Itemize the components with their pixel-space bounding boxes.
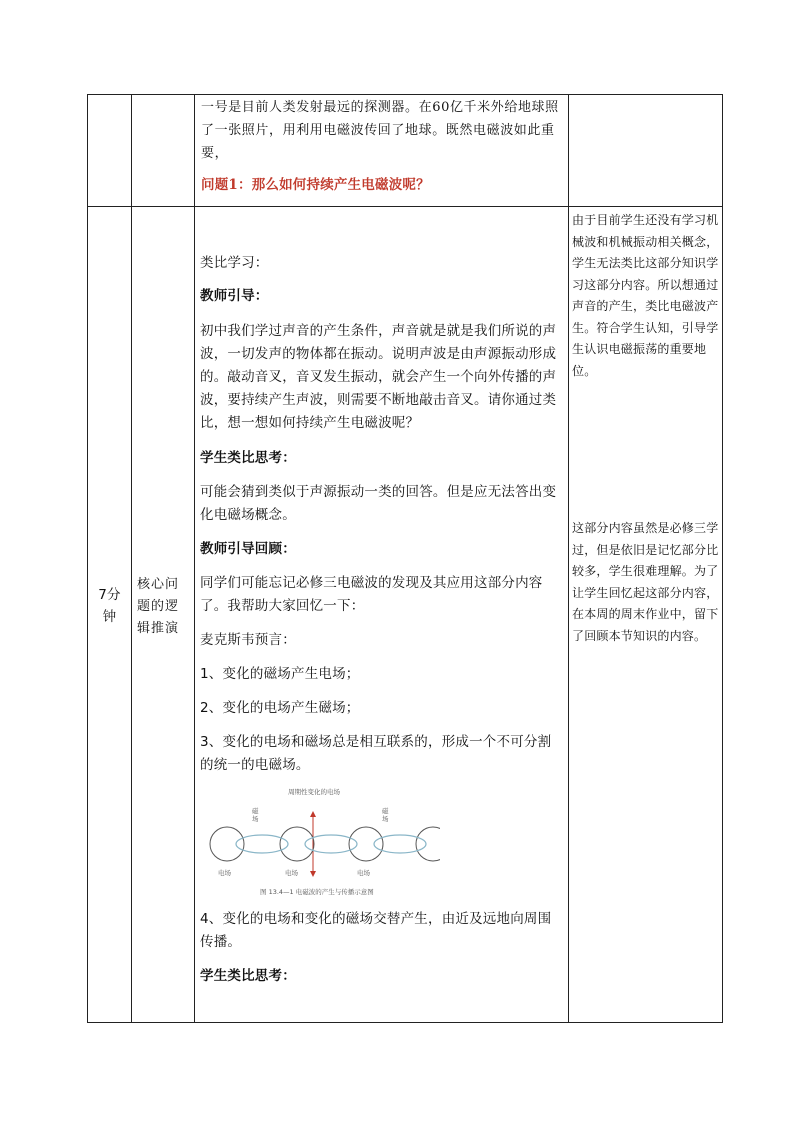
electric-field-loop: [210, 827, 244, 861]
row2-content-cell: [200, 252, 564, 988]
figure-top-label: 周期性变化的电场: [288, 788, 340, 796]
table-col-divider: [194, 94, 195, 1023]
question-1: 问题1：那么如何持续产生电磁波呢？: [201, 177, 430, 193]
figure-caption: 图 13.4—1 电磁波的产生与传播示意图: [260, 888, 374, 896]
figure-elec-label-1: 电场: [218, 869, 231, 877]
teacher-guide-text: 初中我们学过声音的产生条件，声音就是就是我们所说的声波，一切发声的物体都在振动。说明声波是由声源振动形成的。敲动音叉，音叉发生振动，就会产生一个向外传播的声波，要持续产生声波，则需要不断地敲击音叉。请你通过类比，想一想如何持续产生电磁波呢？: [200, 323, 557, 431]
maxwell-point-4: 4、变化的电场和变化的磁场交替产生，由近及远地向周围传播。: [200, 911, 552, 950]
row2-notes-cell: [572, 210, 719, 647]
figure-elec-label-2: 电场: [285, 869, 298, 877]
stage-label: 核心问题的逻辑推演: [137, 577, 180, 636]
intro-paragraph: 一号是目前人类发射最远的探测器。在60亿千米外给地球照了一张照片，用利用电磁波传回了地球。既然电磁波如此重要，: [201, 100, 559, 161]
electric-field-loop: [349, 827, 383, 861]
table-row-divider: [87, 206, 723, 207]
design-note-2: 这部分内容虽然是必修三学过，但是依旧是记忆部分比较多，学生很难理解。为了让学生回忆起这部分内容，在本周的周末作业中，留下了回顾本节知识的内容。: [572, 521, 719, 643]
student-think-heading-2: 学生类比思考：: [200, 968, 296, 984]
electric-field-arrow-head-down: [310, 871, 316, 877]
table-border-right: [722, 94, 723, 1023]
stage-cell: [137, 574, 191, 640]
time-cell: [88, 584, 131, 628]
analogy-heading: 类比学习：: [200, 255, 269, 271]
em-wave-figure: [200, 785, 440, 887]
electric-field-arrow-head-up: [310, 811, 316, 817]
time-label: 7分钟: [98, 587, 121, 625]
design-note-1: 由于目前学生还没有学习机械波和机械振动相关概念，学生无法类比这部分知识学习这部分内容。所以想通过声音的产生，类比电磁波产生。符合学生认知，引导学生认识电磁振荡的重要地位。: [572, 213, 719, 378]
maxwell-point-3: 3、变化的电场和磁场总是相互联系的，形成一个不可分割的统一的电磁场。: [200, 734, 552, 773]
maxwell-heading: 麦克斯韦预言：: [200, 632, 296, 648]
table-col-divider: [568, 94, 569, 1023]
figure-mag-label-2: 磁场: [382, 807, 389, 823]
teacher-guide-heading: 教师引导：: [200, 288, 269, 304]
teacher-review-text: 同学们可能忘记必修三电磁波的发现及其应用这部分内容了。我帮助大家回忆一下：: [200, 575, 543, 614]
student-think-heading: 学生类比思考：: [200, 450, 296, 466]
row1-content-cell: [201, 96, 563, 197]
electric-field-loop: [416, 827, 440, 861]
magnetic-field-loop: [374, 835, 426, 853]
electric-field-loop: [280, 827, 314, 861]
table-border-bottom: [87, 1022, 723, 1023]
maxwell-point-2: 2、变化的电场产生磁场；: [200, 700, 360, 716]
table-col-divider: [131, 94, 132, 1023]
table-border-top: [87, 94, 723, 95]
lesson-plan-table: [87, 94, 723, 1023]
maxwell-point-1: 1、变化的磁场产生电场；: [200, 666, 360, 682]
teacher-review-heading: 教师引导回顾：: [200, 541, 296, 557]
figure-elec-label-3: 电场: [357, 869, 370, 877]
figure-mag-label-1: 磁场: [252, 807, 259, 823]
student-think-text: 可能会猜到类似于声源振动一类的回答。但是应无法答出变化电磁场概念。: [200, 484, 557, 523]
em-wave-diagram: [200, 785, 440, 887]
table-border-left: [87, 94, 88, 1023]
